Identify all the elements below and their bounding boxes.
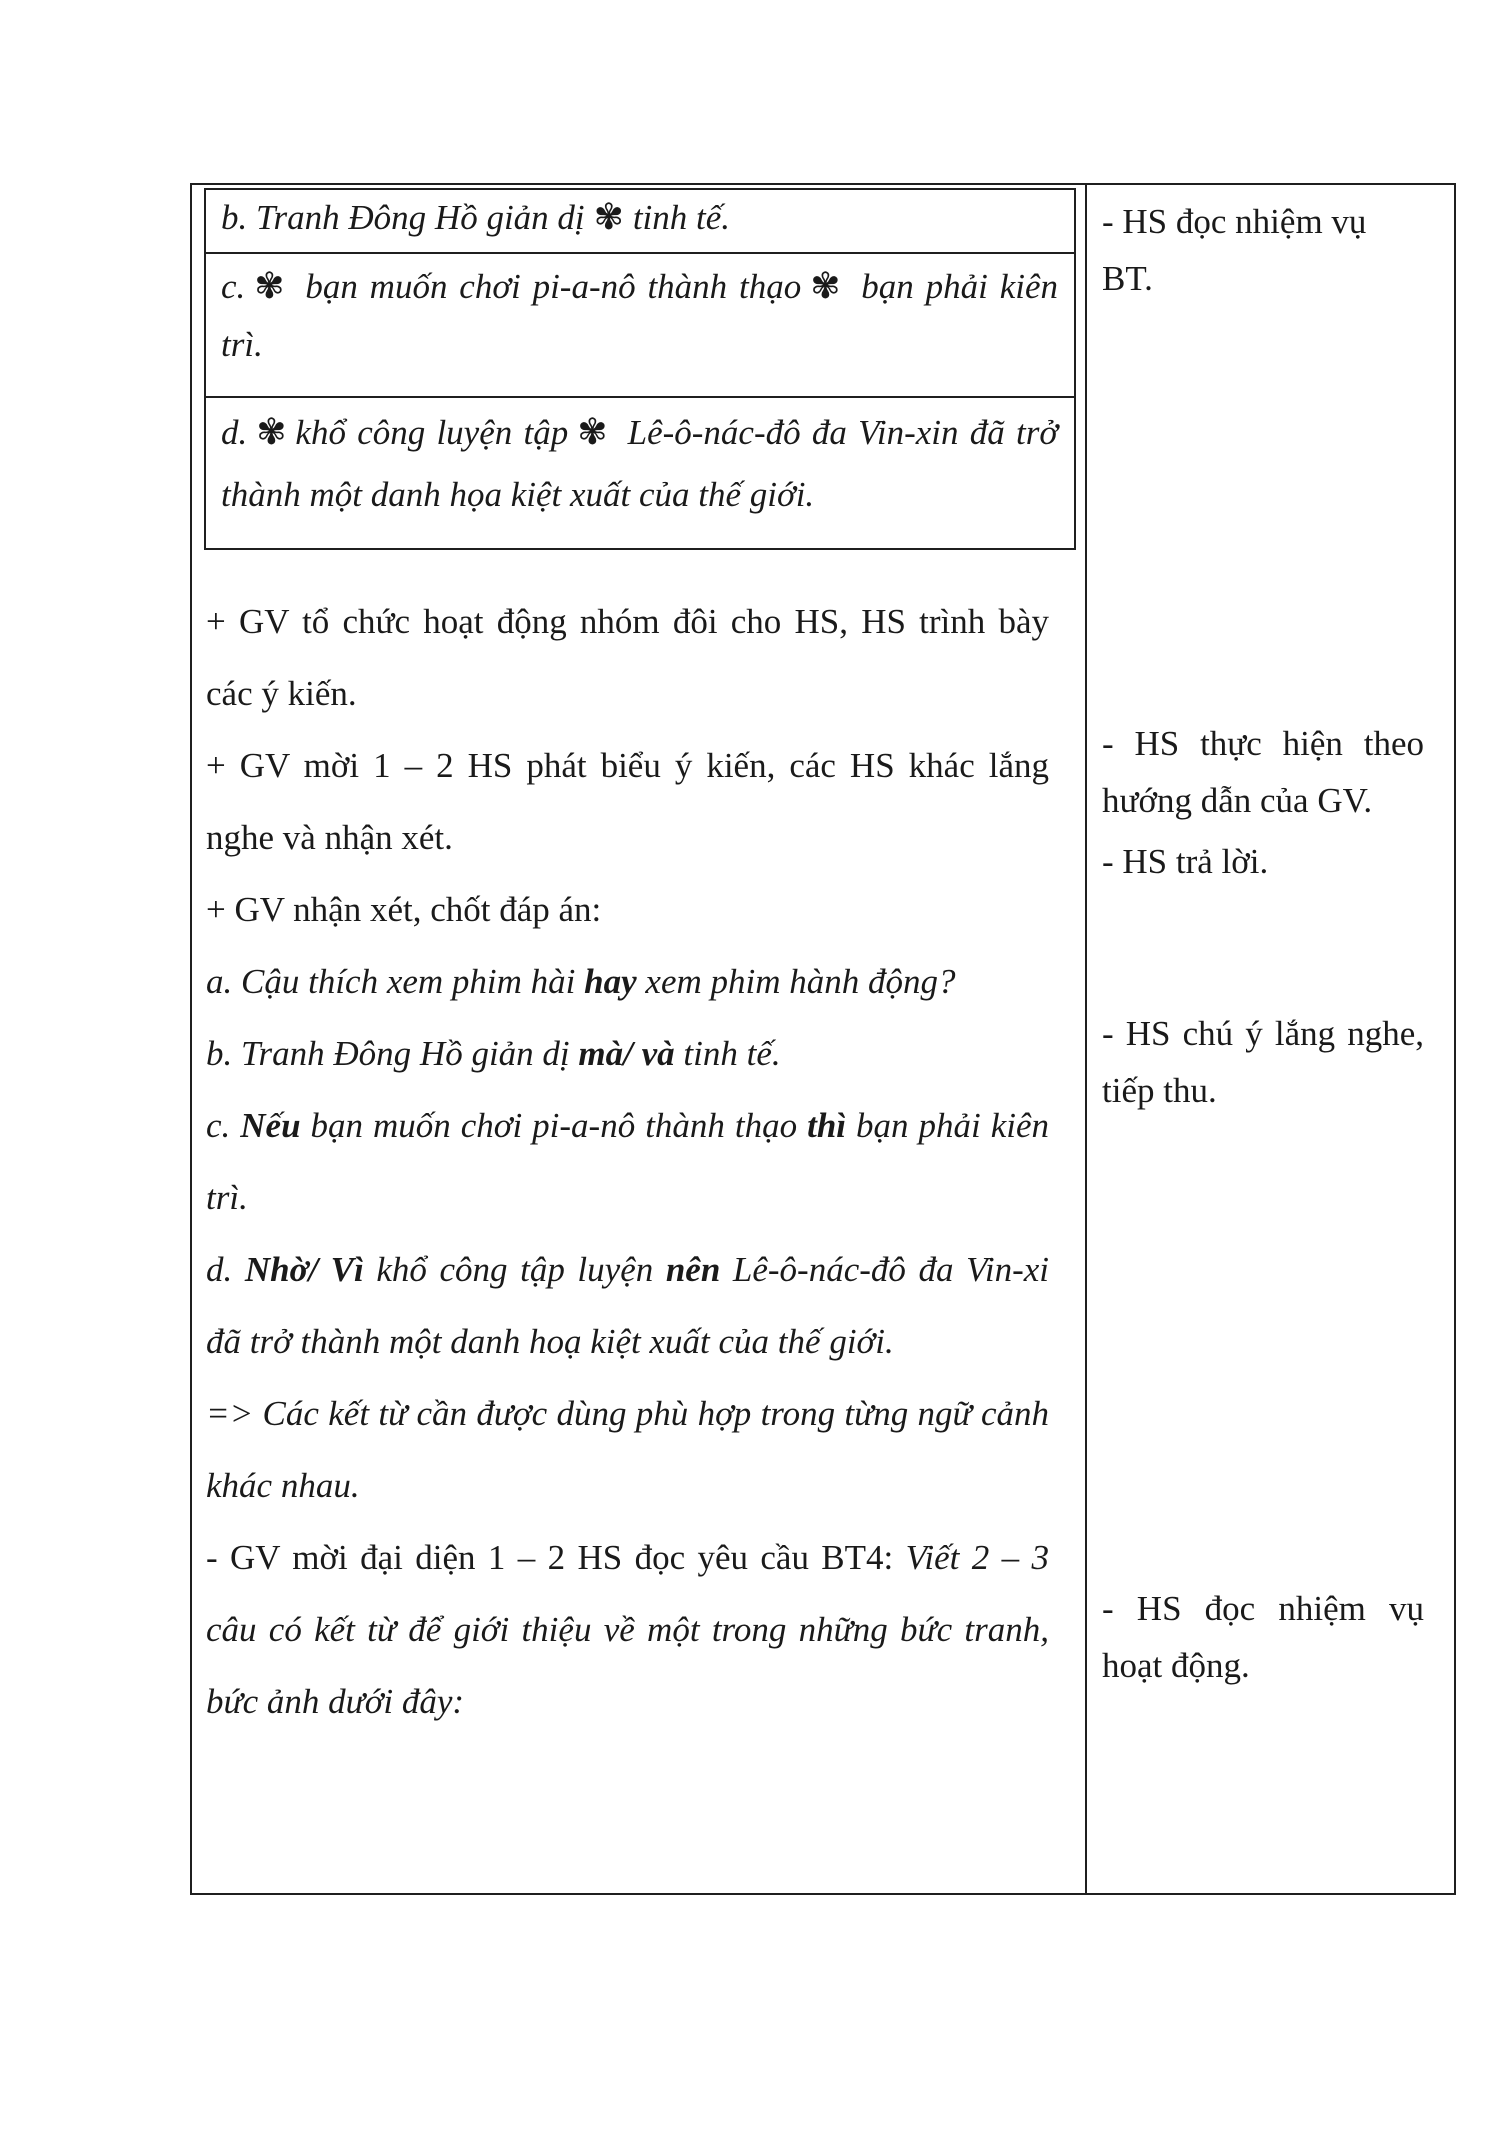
- teacher-activity-text: [192, 586, 1085, 1738]
- teacher-activities-cell: [192, 185, 1087, 1893]
- hs-note-follow-instructions: - HS thực hiện theo hướng dẫn của GV.: [1102, 724, 1424, 820]
- gv-bt4-instruction-paragraph: - GV mời đại diện 1 – 2 HS đọc yêu cầu BT4: Viết 2 – 3 câu có kết từ để giới thiệu về một trong những bức tranh, bức ảnh dưới đây:: [206, 1538, 1049, 1721]
- gv-invite-students-paragraph: + GV mời 1 – 2 HS phát biểu ý kiến, các HS khác lắng nghe và nhận xét.: [206, 746, 1049, 857]
- hs-note-answer: - HS trả lời.: [1102, 842, 1269, 881]
- hs-note-read-task: - HS đọc nhiệm vụ BT.: [1102, 202, 1367, 298]
- gv-group-activity-paragraph: + GV tổ chức hoạt động nhóm đôi cho HS, HS trình bày các ý kiến.: [206, 602, 1049, 713]
- lesson-plan-table: [190, 183, 1456, 1895]
- answer-line-b: b. Tranh Đông Hồ giản dị mà/ và tinh tế.: [206, 1034, 781, 1073]
- summary-note-paragraph: => Các kết từ cần được dùng phù hợp trong từng ngữ cảnh khác nhau.: [206, 1394, 1049, 1505]
- gv-conclusion-paragraph: + GV nhận xét, chốt đáp án:: [206, 890, 602, 929]
- hs-note-listen: - HS chú ý lắng nghe, tiếp thu.: [1102, 1014, 1424, 1110]
- answer-line-a: a. Cậu thích xem phim hài hay xem phim hành động?: [206, 962, 956, 1001]
- student-activities-cell: [1087, 185, 1454, 1893]
- hs-note-read-activity-task: - HS đọc nhiệm vụ hoạt động.: [1102, 1589, 1424, 1685]
- exercise-row-c: c. ✾ bạn muốn chơi pi-a-nô thành thạo ✾ bạn phải kiên trì.: [206, 252, 1074, 396]
- exercise-row-b: b. Tranh Đông Hồ giản dị ✾ tinh tế.: [221, 197, 731, 238]
- answer-line-c: c. Nếu bạn muốn chơi pi-a-nô thành thạo thì bạn phải kiên trì.: [206, 1106, 1049, 1217]
- exercise-row-d: d. ✾ khổ công luyện tập ✾ Lê-ô-nác-đô đa Vin-xin đã trở thành một danh họa kiệt xuất của thế giới.: [206, 396, 1074, 548]
- exercise-answer-table: [204, 188, 1076, 550]
- answer-line-d: d. Nhờ/ Vì khổ công tập luyện nên Lê-ô-nác-đô đa Vin-xi đã trở thành một danh hoạ kiệt xuất của thế giới.: [206, 1250, 1049, 1361]
